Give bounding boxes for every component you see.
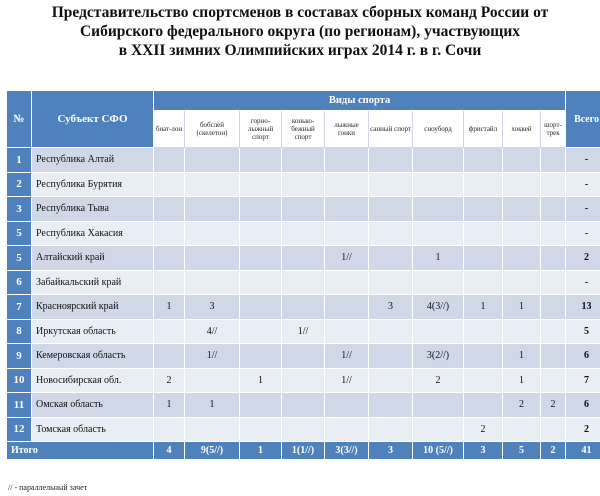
row-total: -	[566, 221, 600, 246]
region-name: Омская область	[32, 393, 154, 418]
sport-count-cell	[503, 172, 541, 197]
sport-count-cell	[154, 246, 185, 271]
sport-count-cell	[413, 270, 464, 295]
sport-count-cell	[541, 197, 566, 222]
row-total: -	[566, 197, 600, 222]
sport-count-cell	[464, 368, 503, 393]
sport-count-cell: 2	[154, 368, 185, 393]
sport-count-cell	[282, 417, 325, 442]
sport-count-cell	[369, 319, 413, 344]
row-number: 6	[7, 270, 32, 295]
table-row	[7, 295, 600, 320]
row-number: 9	[7, 344, 32, 369]
sport-count-cell	[325, 148, 369, 173]
sport-count-cell	[413, 221, 464, 246]
sport-count-cell	[369, 270, 413, 295]
header-sport: конько-бежный спорт	[282, 111, 325, 148]
sport-count-cell: 1//	[325, 368, 369, 393]
sport-count-cell	[325, 197, 369, 222]
sport-count-cell: 3	[185, 295, 240, 320]
table-row	[7, 319, 600, 344]
region-name: Томская область	[32, 417, 154, 442]
sport-count-cell	[282, 393, 325, 418]
title-line-2: Сибирского федерального округа (по регионам), участвующих	[79, 23, 521, 40]
sport-count-cell	[541, 319, 566, 344]
sport-count-cell: 2	[413, 368, 464, 393]
table-row	[7, 393, 600, 418]
totals-sport-cell: 3(3//)	[325, 442, 369, 460]
row-total: -	[566, 172, 600, 197]
sport-count-cell	[154, 148, 185, 173]
sport-count-cell	[413, 172, 464, 197]
totals-sport-cell: 3	[369, 442, 413, 460]
totals-sport-cell: 5	[503, 442, 541, 460]
header-sport: сноуборд	[413, 111, 464, 148]
header-sport: шорт-трек	[541, 111, 566, 148]
row-total: 13	[566, 295, 600, 320]
sport-count-cell: 1	[464, 295, 503, 320]
sport-count-cell	[541, 270, 566, 295]
sport-count-cell	[282, 270, 325, 295]
sport-count-cell	[369, 393, 413, 418]
header-sport: санный спорт	[369, 111, 413, 148]
sport-count-cell	[240, 393, 282, 418]
sport-count-cell	[503, 319, 541, 344]
header-sport: биат-лон	[154, 111, 185, 148]
totals-sport-cell: 10 (5//)	[413, 442, 464, 460]
sport-count-cell	[154, 344, 185, 369]
totals-sport-cell: 2	[541, 442, 566, 460]
sport-count-cell: 1//	[185, 344, 240, 369]
sport-count-cell	[154, 197, 185, 222]
sport-count-cell: 4(3//)	[413, 295, 464, 320]
sport-count-cell	[413, 148, 464, 173]
header-no: №	[7, 91, 32, 148]
sport-count-cell	[185, 417, 240, 442]
sport-count-cell	[185, 246, 240, 271]
sport-count-cell: 1	[503, 344, 541, 369]
sport-count-cell: 4//	[185, 319, 240, 344]
table-row	[7, 246, 600, 271]
sport-count-cell	[185, 368, 240, 393]
sport-count-cell	[464, 319, 503, 344]
sport-count-cell	[325, 417, 369, 442]
sport-count-cell: 2	[503, 393, 541, 418]
title-line-1: Представительство спортсменов в составах сборных команд России от	[51, 4, 549, 21]
row-number: 8	[7, 319, 32, 344]
sport-count-cell	[282, 197, 325, 222]
sport-count-cell	[503, 270, 541, 295]
row-total: 2	[566, 417, 600, 442]
sport-count-cell	[541, 148, 566, 173]
sport-count-cell	[413, 393, 464, 418]
region-name: Кемеровская область	[32, 344, 154, 369]
sport-count-cell	[541, 246, 566, 271]
sport-count-cell: 1	[154, 295, 185, 320]
sport-count-cell	[154, 270, 185, 295]
sport-count-cell	[464, 270, 503, 295]
table-row	[7, 221, 600, 246]
region-name: Республика Алтай	[32, 148, 154, 173]
sport-count-cell	[541, 368, 566, 393]
sport-count-cell	[369, 417, 413, 442]
table-row	[7, 344, 600, 369]
header-subject: Субъект СФО	[32, 91, 154, 148]
sport-count-cell	[185, 172, 240, 197]
sport-count-cell	[369, 246, 413, 271]
sport-count-cell	[369, 197, 413, 222]
sport-count-cell	[185, 221, 240, 246]
row-number: 3	[7, 197, 32, 222]
row-total: 6	[566, 344, 600, 369]
row-total: -	[566, 270, 600, 295]
sport-count-cell	[154, 417, 185, 442]
sport-count-cell	[413, 319, 464, 344]
sport-count-cell	[369, 148, 413, 173]
sport-count-cell	[325, 172, 369, 197]
sport-count-cell	[325, 295, 369, 320]
region-name: Республика Хакасия	[32, 221, 154, 246]
sport-count-cell	[154, 221, 185, 246]
sport-count-cell: 1	[413, 246, 464, 271]
sport-count-cell	[413, 197, 464, 222]
sport-count-cell: 1//	[325, 344, 369, 369]
header-sport: бобслей (скелетон)	[185, 111, 240, 148]
table-row	[7, 417, 600, 442]
sport-count-cell	[240, 172, 282, 197]
totals-sport-cell: 3	[464, 442, 503, 460]
sport-count-cell	[503, 197, 541, 222]
sport-count-cell	[541, 172, 566, 197]
sport-count-cell	[154, 319, 185, 344]
sport-count-cell	[282, 148, 325, 173]
sport-count-cell	[282, 172, 325, 197]
sport-count-cell	[282, 246, 325, 271]
sport-count-cell	[240, 417, 282, 442]
sport-count-cell	[240, 197, 282, 222]
header-sport: фристайл	[464, 111, 503, 148]
page-title	[0, 3, 600, 60]
sport-count-cell	[240, 221, 282, 246]
olympic-representation-table	[6, 90, 600, 460]
totals-label: Итого	[7, 442, 154, 460]
sport-count-cell	[369, 172, 413, 197]
sport-count-cell	[369, 368, 413, 393]
sport-count-cell: 1	[185, 393, 240, 418]
sport-count-cell	[413, 417, 464, 442]
sport-count-cell	[240, 270, 282, 295]
sport-count-cell	[464, 197, 503, 222]
sport-count-cell: 1	[503, 368, 541, 393]
sport-count-cell	[541, 417, 566, 442]
sport-count-cell: 2	[464, 417, 503, 442]
table-row	[7, 368, 600, 393]
table-row	[7, 148, 600, 173]
footnote: // - параллельный зачет	[8, 483, 88, 492]
sport-count-cell	[464, 393, 503, 418]
region-name: Республика Тыва	[32, 197, 154, 222]
totals-sport-cell: 9(5//)	[185, 442, 240, 460]
sport-count-cell	[464, 148, 503, 173]
grand-total: 41	[566, 442, 600, 460]
sport-count-cell: 1	[503, 295, 541, 320]
sport-count-cell	[541, 295, 566, 320]
sport-count-cell	[503, 221, 541, 246]
sport-count-cell	[503, 246, 541, 271]
row-number: 11	[7, 393, 32, 418]
sport-count-cell	[240, 295, 282, 320]
header-total: Всего	[566, 91, 600, 148]
row-number: 10	[7, 368, 32, 393]
table-row	[7, 172, 600, 197]
sport-count-cell	[240, 246, 282, 271]
row-number: 7	[7, 295, 32, 320]
sport-count-cell	[464, 246, 503, 271]
row-number: 5	[7, 221, 32, 246]
sport-count-cell	[369, 344, 413, 369]
totals-sport-cell: 4	[154, 442, 185, 460]
sport-count-cell	[282, 221, 325, 246]
sport-count-cell	[541, 344, 566, 369]
sport-count-cell	[240, 344, 282, 369]
sport-count-cell	[325, 319, 369, 344]
row-total: 7	[566, 368, 600, 393]
sport-count-cell	[185, 197, 240, 222]
sport-count-cell	[282, 295, 325, 320]
sport-count-cell	[325, 221, 369, 246]
sport-count-cell	[325, 270, 369, 295]
row-number: 2	[7, 172, 32, 197]
sport-count-cell	[464, 172, 503, 197]
sport-count-cell	[369, 221, 413, 246]
sport-count-cell	[325, 393, 369, 418]
sport-count-cell	[541, 221, 566, 246]
totals-sport-cell: 1(1//)	[282, 442, 325, 460]
sport-count-cell	[154, 172, 185, 197]
region-name: Забайкальский край	[32, 270, 154, 295]
sport-count-cell: 1	[240, 368, 282, 393]
row-number: 5	[7, 246, 32, 271]
sport-count-cell: 1	[154, 393, 185, 418]
table-row	[7, 270, 600, 295]
header-sport: хоккей	[503, 111, 541, 148]
header-sport: горно-лыжный спорт	[240, 111, 282, 148]
region-name: Красноярский край	[32, 295, 154, 320]
sport-count-cell	[240, 319, 282, 344]
sport-count-cell: 1//	[282, 319, 325, 344]
row-number: 1	[7, 148, 32, 173]
row-total: 5	[566, 319, 600, 344]
sport-count-cell	[240, 148, 282, 173]
sport-count-cell	[185, 148, 240, 173]
row-number: 12	[7, 417, 32, 442]
totals-row	[7, 442, 600, 460]
table-row	[7, 197, 600, 222]
sport-count-cell: 1//	[325, 246, 369, 271]
title-line-3: в XXII зимних Олимпийских играх 2014 г. в г. Сочи	[118, 42, 482, 59]
header-sport: лыжные гонки	[325, 111, 369, 148]
region-name: Республика Бурятия	[32, 172, 154, 197]
sport-count-cell	[503, 148, 541, 173]
region-name: Алтайский край	[32, 246, 154, 271]
sport-count-cell	[282, 368, 325, 393]
header-sports-group: Виды спорта	[154, 91, 566, 111]
row-total: 2	[566, 246, 600, 271]
sport-count-cell	[464, 221, 503, 246]
sport-count-cell: 3	[369, 295, 413, 320]
totals-sport-cell: 1	[240, 442, 282, 460]
sport-count-cell	[185, 270, 240, 295]
row-total: 6	[566, 393, 600, 418]
sport-count-cell	[282, 344, 325, 369]
sport-count-cell: 2	[541, 393, 566, 418]
region-name: Новосибирская обл.	[32, 368, 154, 393]
sport-count-cell: 3(2//)	[413, 344, 464, 369]
sport-count-cell	[503, 417, 541, 442]
sport-count-cell	[464, 344, 503, 369]
row-total: -	[566, 148, 600, 173]
region-name: Иркутская область	[32, 319, 154, 344]
